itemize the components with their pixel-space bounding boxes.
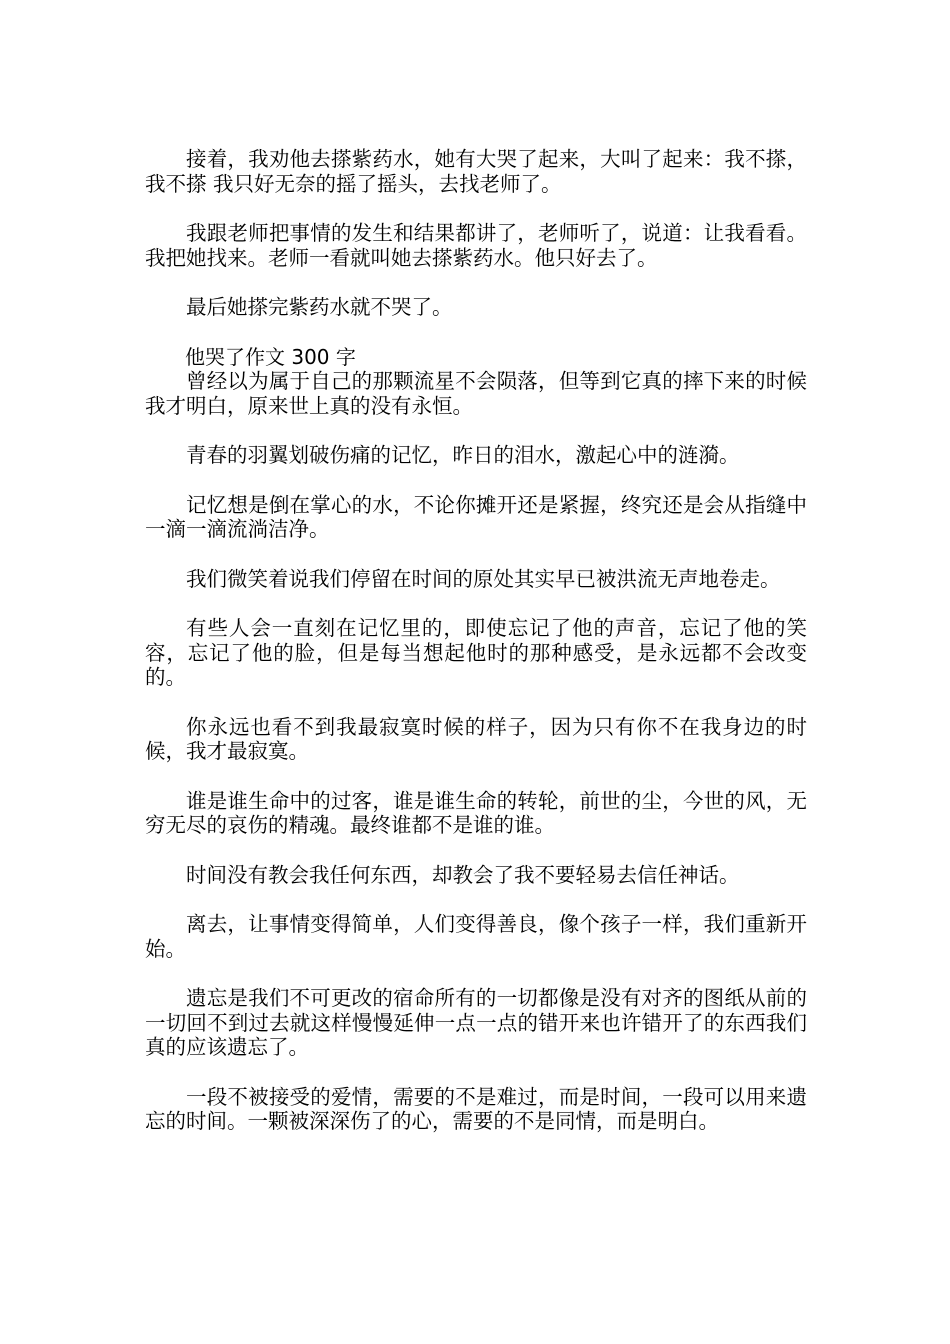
section-paragraph-11: 一段不被接受的爱情，需要的不是难过，而是时间，一段可以用来遗忘的时间。一颗被深深伤了的心，需要的不是同情，而是明白。 (145, 1084, 807, 1133)
document-body (145, 147, 807, 1159)
section-paragraph-9: 离去，让事情变得简单，人们变得善良，像个孩子一样，我们重新开始。 (145, 912, 807, 961)
section-paragraph-4: 我们微笑着说我们停留在时间的原处其实早已被洪流无声地卷走。 (186, 566, 781, 591)
section-title: 他哭了作文 300 字 (185, 344, 356, 369)
paragraph-1: 接着，我劝他去搽紫药水，她有大哭了起来，大叫了起来：我不搽，我不搽 我只好无奈的摇了摇头，去找老师了。 (145, 147, 807, 196)
section-paragraph-5: 有些人会一直刻在记忆里的，即使忘记了他的声音，忘记了他的笑容，忘记了他的脸，但是每当想起他时的那种感受，是永远都不会改变的。 (145, 616, 807, 689)
paragraph-2: 我跟老师把事情的发生和结果都讲了，老师听了，说道：让我看看。我把她找来。老师一看就叫她去搽紫药水。他只好去了。 (145, 221, 807, 270)
paragraph-3: 最后她搽完紫药水就不哭了。 (186, 295, 453, 319)
section-paragraph-7: 谁是谁生命中的过客，谁是谁生命的转轮，前世的尘，今世的风，无穷无尽的哀伤的精魂。最终谁都不是谁的谁。 (145, 788, 807, 837)
section-paragraph-6: 你永远也看不到我最寂寞时候的样子，因为只有你不在我身边的时候，我才最寂寞。 (145, 714, 807, 763)
section-paragraph-8: 时间没有教会我任何东西，却教会了我不要轻易去信任神话。 (186, 862, 740, 887)
section-paragraph-1: 曾经以为属于自己的那颗流星不会陨落，但等到它真的摔下来的时候我才明白，原来世上真的没有永恒。 (145, 369, 807, 418)
section-paragraph-3: 记忆想是倒在掌心的水，不论你摊开还是紧握，终究还是会从指缝中一滴一滴流淌洁净。 (145, 492, 807, 541)
section-paragraph-10: 遗忘是我们不可更改的宿命所有的一切都像是没有对齐的图纸从前的一切回不到过去就这样慢慢延伸一点一点的错开来也许错开了的东西我们真的应该遗忘了。 (145, 986, 807, 1059)
section-paragraph-2: 青春的羽翼划破伤痛的记忆，昨日的泪水，激起心中的涟漪。 (186, 443, 740, 467)
